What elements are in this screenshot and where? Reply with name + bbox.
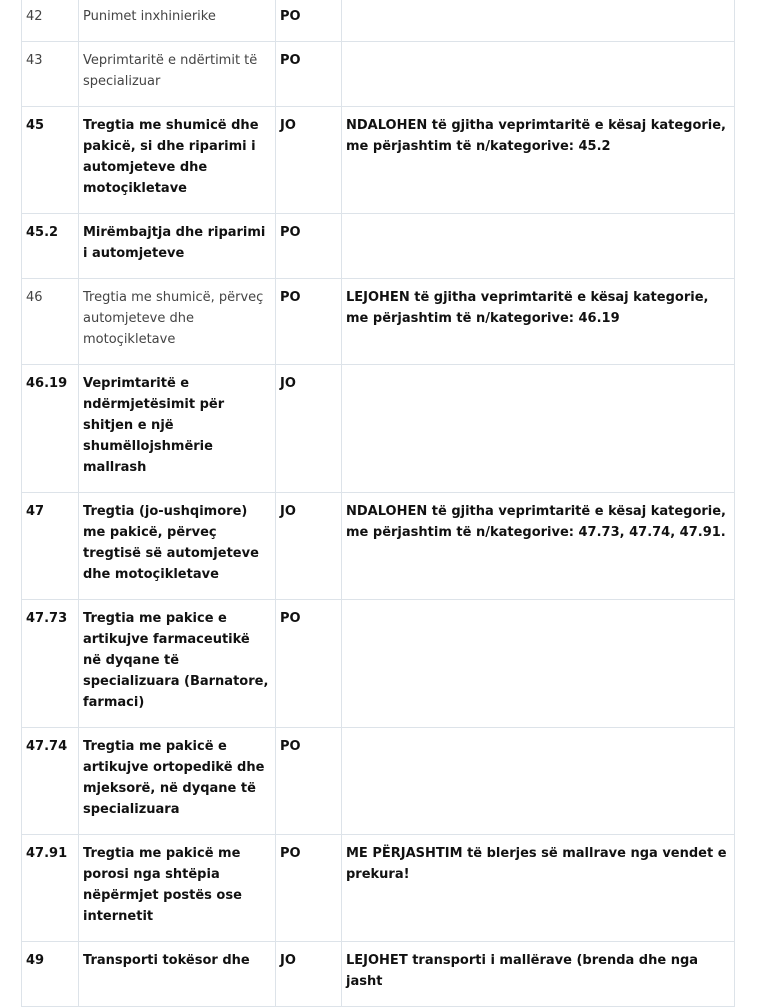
activity-code: 49 (22, 942, 79, 1007)
activity-description: Veprimtaritë e ndërtimit të specializuar (79, 42, 276, 107)
table-row (22, 728, 735, 835)
activities-table-body (22, 0, 735, 1007)
activity-description: Tregtia (jo-ushqimore) me pakicë, përveç tregtisë së automjeteve dhe motoçikletave (79, 493, 276, 600)
activity-description: Tregtia me shumicë dhe pakicë, si dhe riparimi i automjeteve dhe motoçikletave (79, 107, 276, 214)
note-text: të gjitha veprimtaritë e kësaj kategorie, me përjashtim të n/kategorive: 45.2 (346, 118, 726, 154)
table-row (22, 42, 735, 107)
allowed-flag: JO (276, 493, 342, 600)
activity-code: 47 (22, 493, 79, 600)
activity-note (342, 214, 735, 279)
allowed-flag: PO (276, 728, 342, 835)
allowed-flag: JO (276, 107, 342, 214)
activity-note (342, 42, 735, 107)
activity-code: 46.19 (22, 365, 79, 493)
activity-code: 45.2 (22, 214, 79, 279)
allowed-flag: JO (276, 365, 342, 493)
note-keyword: NDALOHEN (346, 504, 428, 519)
activity-note (342, 0, 735, 42)
activity-description: Tregtia me pakicë me porosi nga shtëpia nëpërmjet postës ose internetit (79, 835, 276, 942)
activity-code: 46 (22, 279, 79, 365)
activity-code: 47.73 (22, 600, 79, 728)
allowed-flag: JO (276, 942, 342, 1007)
note-text: të gjitha veprimtaritë e kësaj kategorie, me përjashtim të n/kategorive: 47.73, 47.74, 47.91. (346, 504, 726, 540)
table-row (22, 835, 735, 942)
allowed-flag: PO (276, 835, 342, 942)
note-text: të gjitha veprimtaritë e kësaj kategorie, me përjashtim të n/kategorive: 46.19 (346, 290, 709, 326)
activity-note (342, 107, 735, 214)
table-row (22, 279, 735, 365)
note-keyword: LEJOHEN (346, 290, 410, 305)
allowed-flag: PO (276, 214, 342, 279)
table-row (22, 0, 735, 42)
allowed-flag: PO (276, 279, 342, 365)
note-keyword: NDALOHEN (346, 118, 428, 133)
activity-note (342, 493, 735, 600)
table-row (22, 493, 735, 600)
activity-code: 43 (22, 42, 79, 107)
allowed-flag: PO (276, 0, 342, 42)
activity-note (342, 728, 735, 835)
activity-note (342, 835, 735, 942)
activity-description: Veprimtaritë e ndërmjetësimit për shitjen e një shumëllojshmërie mallrash (79, 365, 276, 493)
activity-code: 45 (22, 107, 79, 214)
activity-note (342, 942, 735, 1007)
table-row (22, 214, 735, 279)
activity-description: Tregtia me pakicë e artikujve ortopedikë dhe mjeksorë, në dyqane të specializuara (79, 728, 276, 835)
table-row (22, 365, 735, 493)
note-keyword: ME PËRJASHTIM (346, 846, 463, 861)
activity-description: Mirëmbajtja dhe riparimi i automjeteve (79, 214, 276, 279)
allowed-flag: PO (276, 42, 342, 107)
activity-note (342, 279, 735, 365)
activity-description: Tregtia me pakice e artikujve farmaceutikë në dyqane të specializuara (Barnatore, farmaci) (79, 600, 276, 728)
activity-description: Transporti tokësor dhe (79, 942, 276, 1007)
table-row (22, 600, 735, 728)
note-text: transporti i mallërave (brenda dhe nga jasht (346, 953, 699, 989)
activity-code: 42 (22, 0, 79, 42)
activity-code: 47.74 (22, 728, 79, 835)
note-keyword: LEJOHET (346, 953, 408, 968)
activity-description: Punimet inxhinierike (79, 0, 276, 42)
table-row (22, 942, 735, 1007)
allowed-flag: PO (276, 600, 342, 728)
table-row (22, 107, 735, 214)
activity-code: 47.91 (22, 835, 79, 942)
activity-description: Tregtia me shumicë, përveç automjeteve dhe motoçikletave (79, 279, 276, 365)
activity-note (342, 365, 735, 493)
note-text: të blerjes së mallrave nga vendet e prekura! (346, 846, 727, 882)
activity-note (342, 600, 735, 728)
activities-table (21, 0, 735, 1007)
